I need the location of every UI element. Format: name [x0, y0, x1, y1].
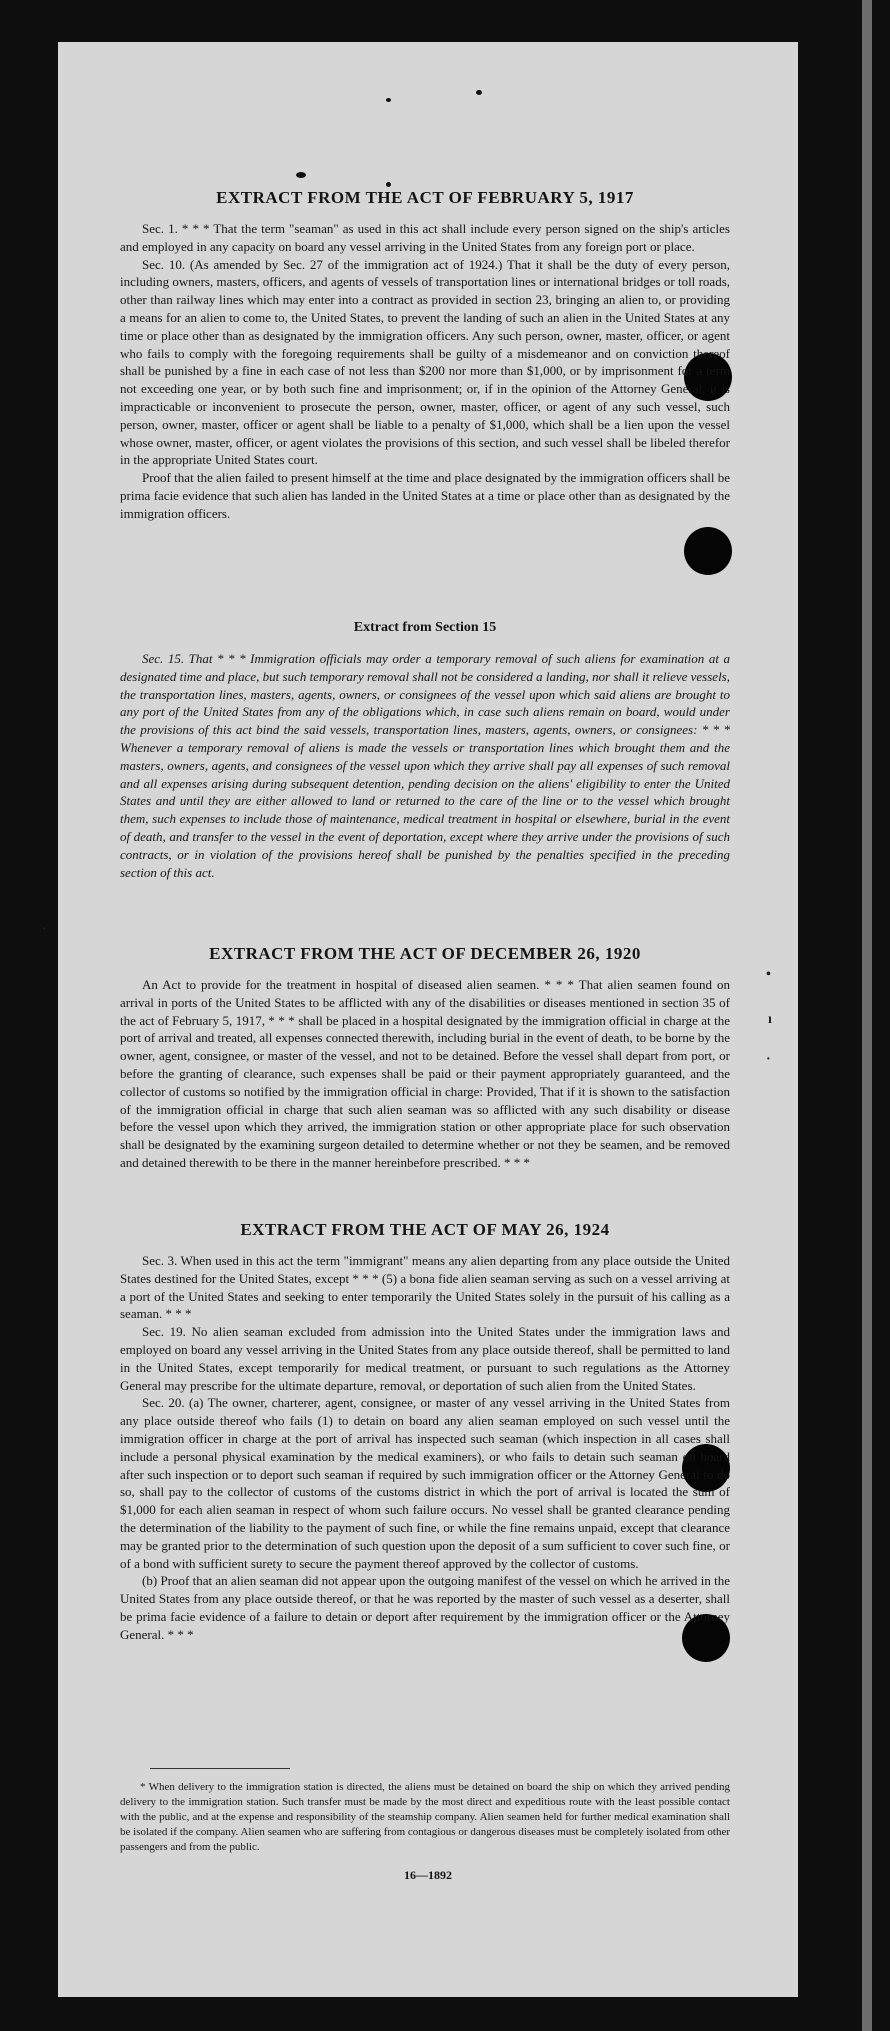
section-heading: EXTRACT FROM THE ACT OF DECEMBER 26, 1920: [209, 944, 641, 963]
ink-speck: [296, 172, 306, 178]
section-body: [120, 650, 730, 881]
section-body: [120, 976, 730, 1172]
section-15-extract: [120, 620, 730, 881]
margin-mark: •: [766, 967, 771, 982]
section-heading: EXTRACT FROM THE ACT OF MAY 26, 1924: [240, 1220, 610, 1239]
ink-speck: [386, 98, 391, 102]
paragraph: Sec. 20. (a) The owner, charterer, agent, consignee, or master of any vessel arriving in the United States from any place outside thereof who fails (1) to detain on board any alien seaman employed on such vessel until the immigration officer in charge at the port of arrival has inspected such seaman (which inspection in all cases shall include a personal physical examination by the medical examiners), or who fails to detain such seaman on board after such inspection or to deport such seaman if required by such immigration officer or the Attorney General to do so, shall pay to the collector of customs of the customs district in which the port of arrival is located the sum of $1,000 for each alien seaman in respect of whom such failure occurs. No vessel shall be granted clearance pending the determination of the liability to the payment of such fine, or while the fine remains unpaid, except that clearance may be granted prior to the determination of such question upon the deposit of a sum sufficient to cover such fine, or of a bond with sufficient surety to secure the payment thereof approved by the collector of customs.: [120, 1395, 730, 1571]
paragraph: (b) Proof that an alien seaman did not appear upon the outgoing manifest of the vessel on which he arrived in the United States from any place outside thereof, or that he was reported by the master of such vessel as a deserter, shall be prima facie evidence of a failure to detain or deport after requirement by the immigration officer or the Attorney General. * * *: [120, 1573, 730, 1642]
paragraph: Sec. 3. When used in this act the term "immigrant" means any alien departing from any place outside the United States destined for the United States, except * * * (5) a bona fide alien seaman serving as such on a vessel arriving at a port of the United States and seeking to enter temporarily the United States solely in the pursuit of his calling as a seaman. * * *: [120, 1253, 730, 1322]
footnote-body: [120, 1780, 730, 1855]
scan-edge: [862, 0, 872, 2031]
punch-hole: [684, 527, 732, 575]
ink-speck: [476, 90, 482, 95]
margin-mark: ·: [766, 1052, 771, 1067]
margin-mark: ı: [768, 1012, 772, 1027]
section-subheading: Extract from Section 15: [353, 620, 497, 635]
paragraph: Sec. 19. No alien seaman excluded from admission into the United States under the immigration laws and employed on board any vessel arriving in the United States from any place outside thereof, shall be permitted to land in the United States, except temporarily for medical treatment, or pursuant to such regulations as the Attorney General may prescribe for the ultimate departure, removal, or deportation of such alien from the United States.: [120, 1324, 730, 1393]
footnote-rule: [150, 1768, 290, 1769]
section-body: [120, 220, 730, 523]
document-page: [42, 42, 798, 1997]
footnote: [120, 1780, 730, 1855]
section-body: [120, 1252, 730, 1644]
paragraph: An Act to provide for the treatment in hospital of diseased alien seamen. * * * That alien seamen found on arrival in ports of the United States to be afflicted with any of the disabilities or diseases mentioned in section 35 of the act of February 5, 1917, * * * shall be placed in a hospital designated by the immigration official in charge at the port of arrival and treated, all expenses connected therewith, including burial in the event of death, to be borne by the owner, agent, consignee, or master of the vessel, and not to be detained. Before the vessel shall depart from port, or before the granting of clearance, such expenses shall be paid or their payment appropriately guaranteed, and the collector of customs so notified by the immigration official in charge: Provided, That if it is shown to the satisfaction of the immigration official in charge that such alien seaman was so afflicted with any such disability or disease before the vessel upon which they arrived, the immigration station or other appropriate place for such observation shall be designated by the examining surgeon detailed to determine whether or not they be seamen, and be removed and detained therewith to be there in the manner hereinbefore prescribed. * * *: [120, 977, 730, 1170]
section-1920: [120, 944, 730, 1172]
page-number: 16—1892: [404, 1868, 452, 1882]
section-heading: EXTRACT FROM THE ACT OF FEBRUARY 5, 1917: [216, 188, 634, 207]
ink-speck: [386, 182, 391, 187]
paragraph: Sec. 1. * * * That the term "seaman" as used in this act shall include every person signed on the ship's articles and employed in any capacity on board any vessel arriving in the United States from any foreign port or place.: [120, 221, 730, 254]
section-1917: [120, 188, 730, 523]
paragraph: Sec. 10. (As amended by Sec. 27 of the immigration act of 1924.) That it shall be the duty of every person, including owners, masters, officers, and agents of vessels of transportation lines or international bridges or toll roads, other than railway lines which may enter into a contract as provided in section 23, bringing an alien to, or providing a means for an alien to come to, the United States, to prevent the landing of such an alien in the United States at any time or place other than as designated by the immigration officers. Any such person, owner, master, officer, or agent who fails to comply with the foregoing requirements shall be guilty of a misdemeanor and on conviction thereof shall be punished by a fine in each case of not less than $200 nor more than $1,000, or by imprisonment for a term not exceeding one year, or by both such fine and imprisonment; or, if in the opinion of the Attorney General, it is impracticable or inconvenient to prosecute the person, owner, master, officer, or agent of any such vessel, such person, owner, master, officer or agent shall be liable to a penalty of $1,000, which shall be a lien upon the vessel whose owner, master, officer, or agent violates the provisions of this section, and such vessel shall be libeled therefor in the appropriate United States court.: [120, 256, 730, 468]
footnote-text: * When delivery to the immigration station is directed, the aliens must be detained on board the ship on which they arrived pending delivery to the immigration station. Such transfer must be made by the most direct and expeditious route with the least possible contact with the public, and at the expense and responsibility of the steamship company. Alien seamen held for further medical examination shall be isolated if the company. Alien seamen who are suffering from contagious or dangerous diseases must be completely isolated from other passengers and from the public.: [120, 1781, 730, 1853]
section-1924: [120, 1220, 730, 1644]
paragraph: Sec. 15. That * * * Immigration officials may order a temporary removal of such aliens for examination at a designated time and place, but such temporary removal shall not be considered a landing, nor shall it relieve vessels, the transportation lines, masters, agents, owners, or consignees of the vessel upon which said aliens are brought to any port of the United States from any of the obligations which, in case such aliens remain on board, would under the provisions of this act bind the said vessels, transportation lines, masters, agents, owners, or consignees: * * * Whenever a temporary removal of aliens is made the vessels or transportation lines which brought them and the masters, owners, agents, and consignees of the vessel upon which they arrive shall pay all expenses of such removal and all expenses arising during subsequent detention, pending decision on the aliens' eligibility to enter the United States and until they are either allowed to land or returned to the care of the line or to the vessel which brought them, such expenses to include those of maintenance, medical treatment in hospital or elsewhere, burial in the event of death, and transfer to the vessel in the event of deportation, except where they arrive under the provisions of such contracts, or in violation of the provisions hereof shall be punished by the penalties specified in the preceding section of this act.: [120, 651, 730, 880]
margin-mark: ·: [42, 922, 47, 937]
paragraph: Proof that the alien failed to present himself at the time and place designated by the immigration officers shall be prima facie evidence that such alien has landed in the United States at a time or place other than as designated by the immigration officers.: [120, 470, 730, 521]
